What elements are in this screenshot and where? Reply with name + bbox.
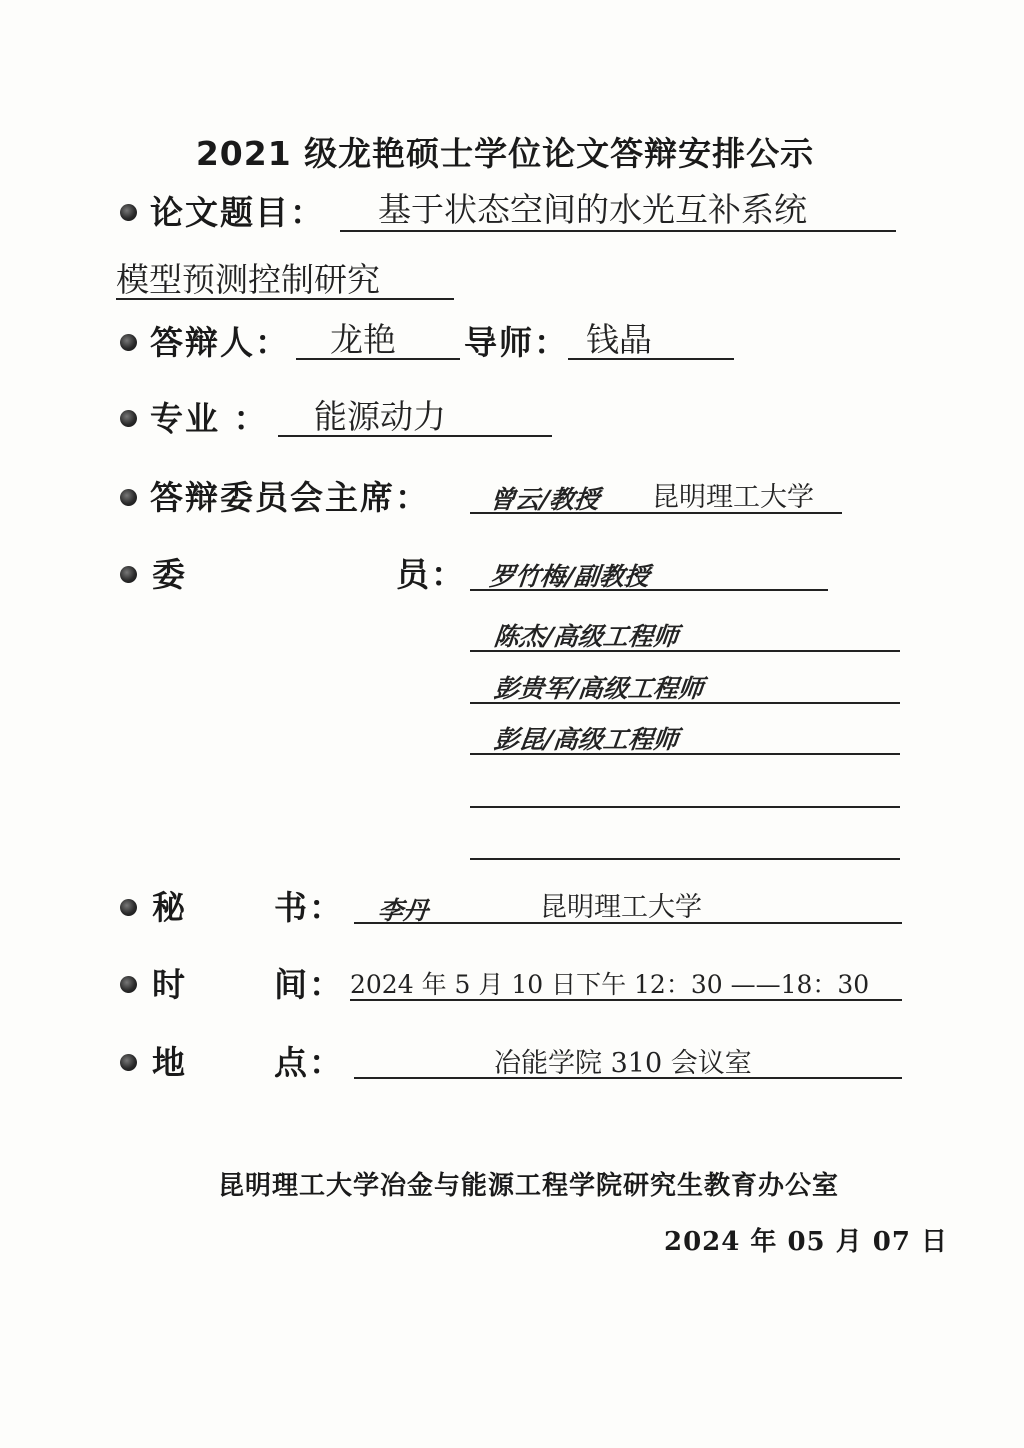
major-underline (278, 435, 552, 437)
time-label-b: 间： (274, 965, 344, 1004)
committee-member: 罗竹梅/副教授 (488, 562, 651, 591)
major-label: 专业 ： (150, 399, 269, 438)
chair-name: 曾云/教授 (488, 485, 601, 514)
secretary-underline (354, 922, 902, 924)
page-title: 2021 级龙艳硕士学位论文答辩安排公示 (195, 134, 815, 173)
committee-member: 陈杰/高级工程师 (492, 622, 680, 651)
member-underline (470, 753, 900, 755)
bullet-icon (120, 899, 137, 916)
member-underline-empty (470, 858, 900, 860)
place-label-b: 点： (274, 1043, 344, 1082)
member-underline-empty (470, 806, 900, 808)
secretary-label-b: 书： (274, 888, 344, 927)
place-label-a: 地 (152, 1043, 187, 1082)
committee-label-b: 员： (396, 555, 466, 594)
place-underline (354, 1077, 902, 1079)
advisor-label: 导师： (464, 323, 569, 362)
major-value: 能源动力 (314, 397, 446, 436)
member-underline (470, 589, 828, 591)
secretary-label-a: 秘 (152, 888, 187, 927)
chair-affiliation: 昆明理工大学 (652, 482, 814, 513)
committee-label-a: 委 (152, 555, 187, 594)
thesis-underline-1 (340, 230, 896, 232)
member-underline (470, 650, 900, 652)
thesis-label: 论文题目： (150, 193, 325, 232)
secretary-affiliation: 昆明理工大学 (540, 892, 702, 923)
issue-date: 2024 年 05 月 07 日 (664, 1227, 948, 1257)
defender-underline (296, 358, 460, 360)
member-underline (470, 702, 900, 704)
committee-member: 彭贵军/高级工程师 (492, 674, 705, 703)
bullet-icon (120, 334, 137, 351)
issuer: 昆明理工大学冶金与能源工程学院研究生教育办公室 (218, 1171, 840, 1201)
time-value: 2024 年 5 月 10 日下午 12：30 ——18：30 (350, 970, 870, 999)
time-label-a: 时 (152, 965, 187, 1004)
secretary-name: 李丹 (376, 896, 430, 925)
bullet-icon (120, 410, 137, 427)
committee-member: 彭昆/高级工程师 (492, 725, 680, 754)
thesis-title-line2: 模型预测控制研究 (116, 260, 380, 299)
place-value: 冶能学院 310 会议室 (494, 1048, 752, 1079)
time-underline (350, 999, 902, 1001)
defender-label: 答辩人： (150, 323, 290, 362)
defender-value: 龙艳 (330, 320, 396, 359)
thesis-underline-2 (116, 298, 454, 300)
bullet-icon (120, 566, 137, 583)
advisor-underline (568, 358, 734, 360)
bullet-icon (120, 489, 137, 506)
bullet-icon (120, 204, 137, 221)
bullet-icon (120, 976, 137, 993)
thesis-title-line1: 基于状态空间的水光互补系统 (378, 190, 807, 229)
chair-label: 答辩委员会主席： (150, 478, 430, 517)
advisor-value: 钱晶 (586, 320, 652, 359)
bullet-icon (120, 1054, 137, 1071)
chair-underline (470, 512, 842, 514)
